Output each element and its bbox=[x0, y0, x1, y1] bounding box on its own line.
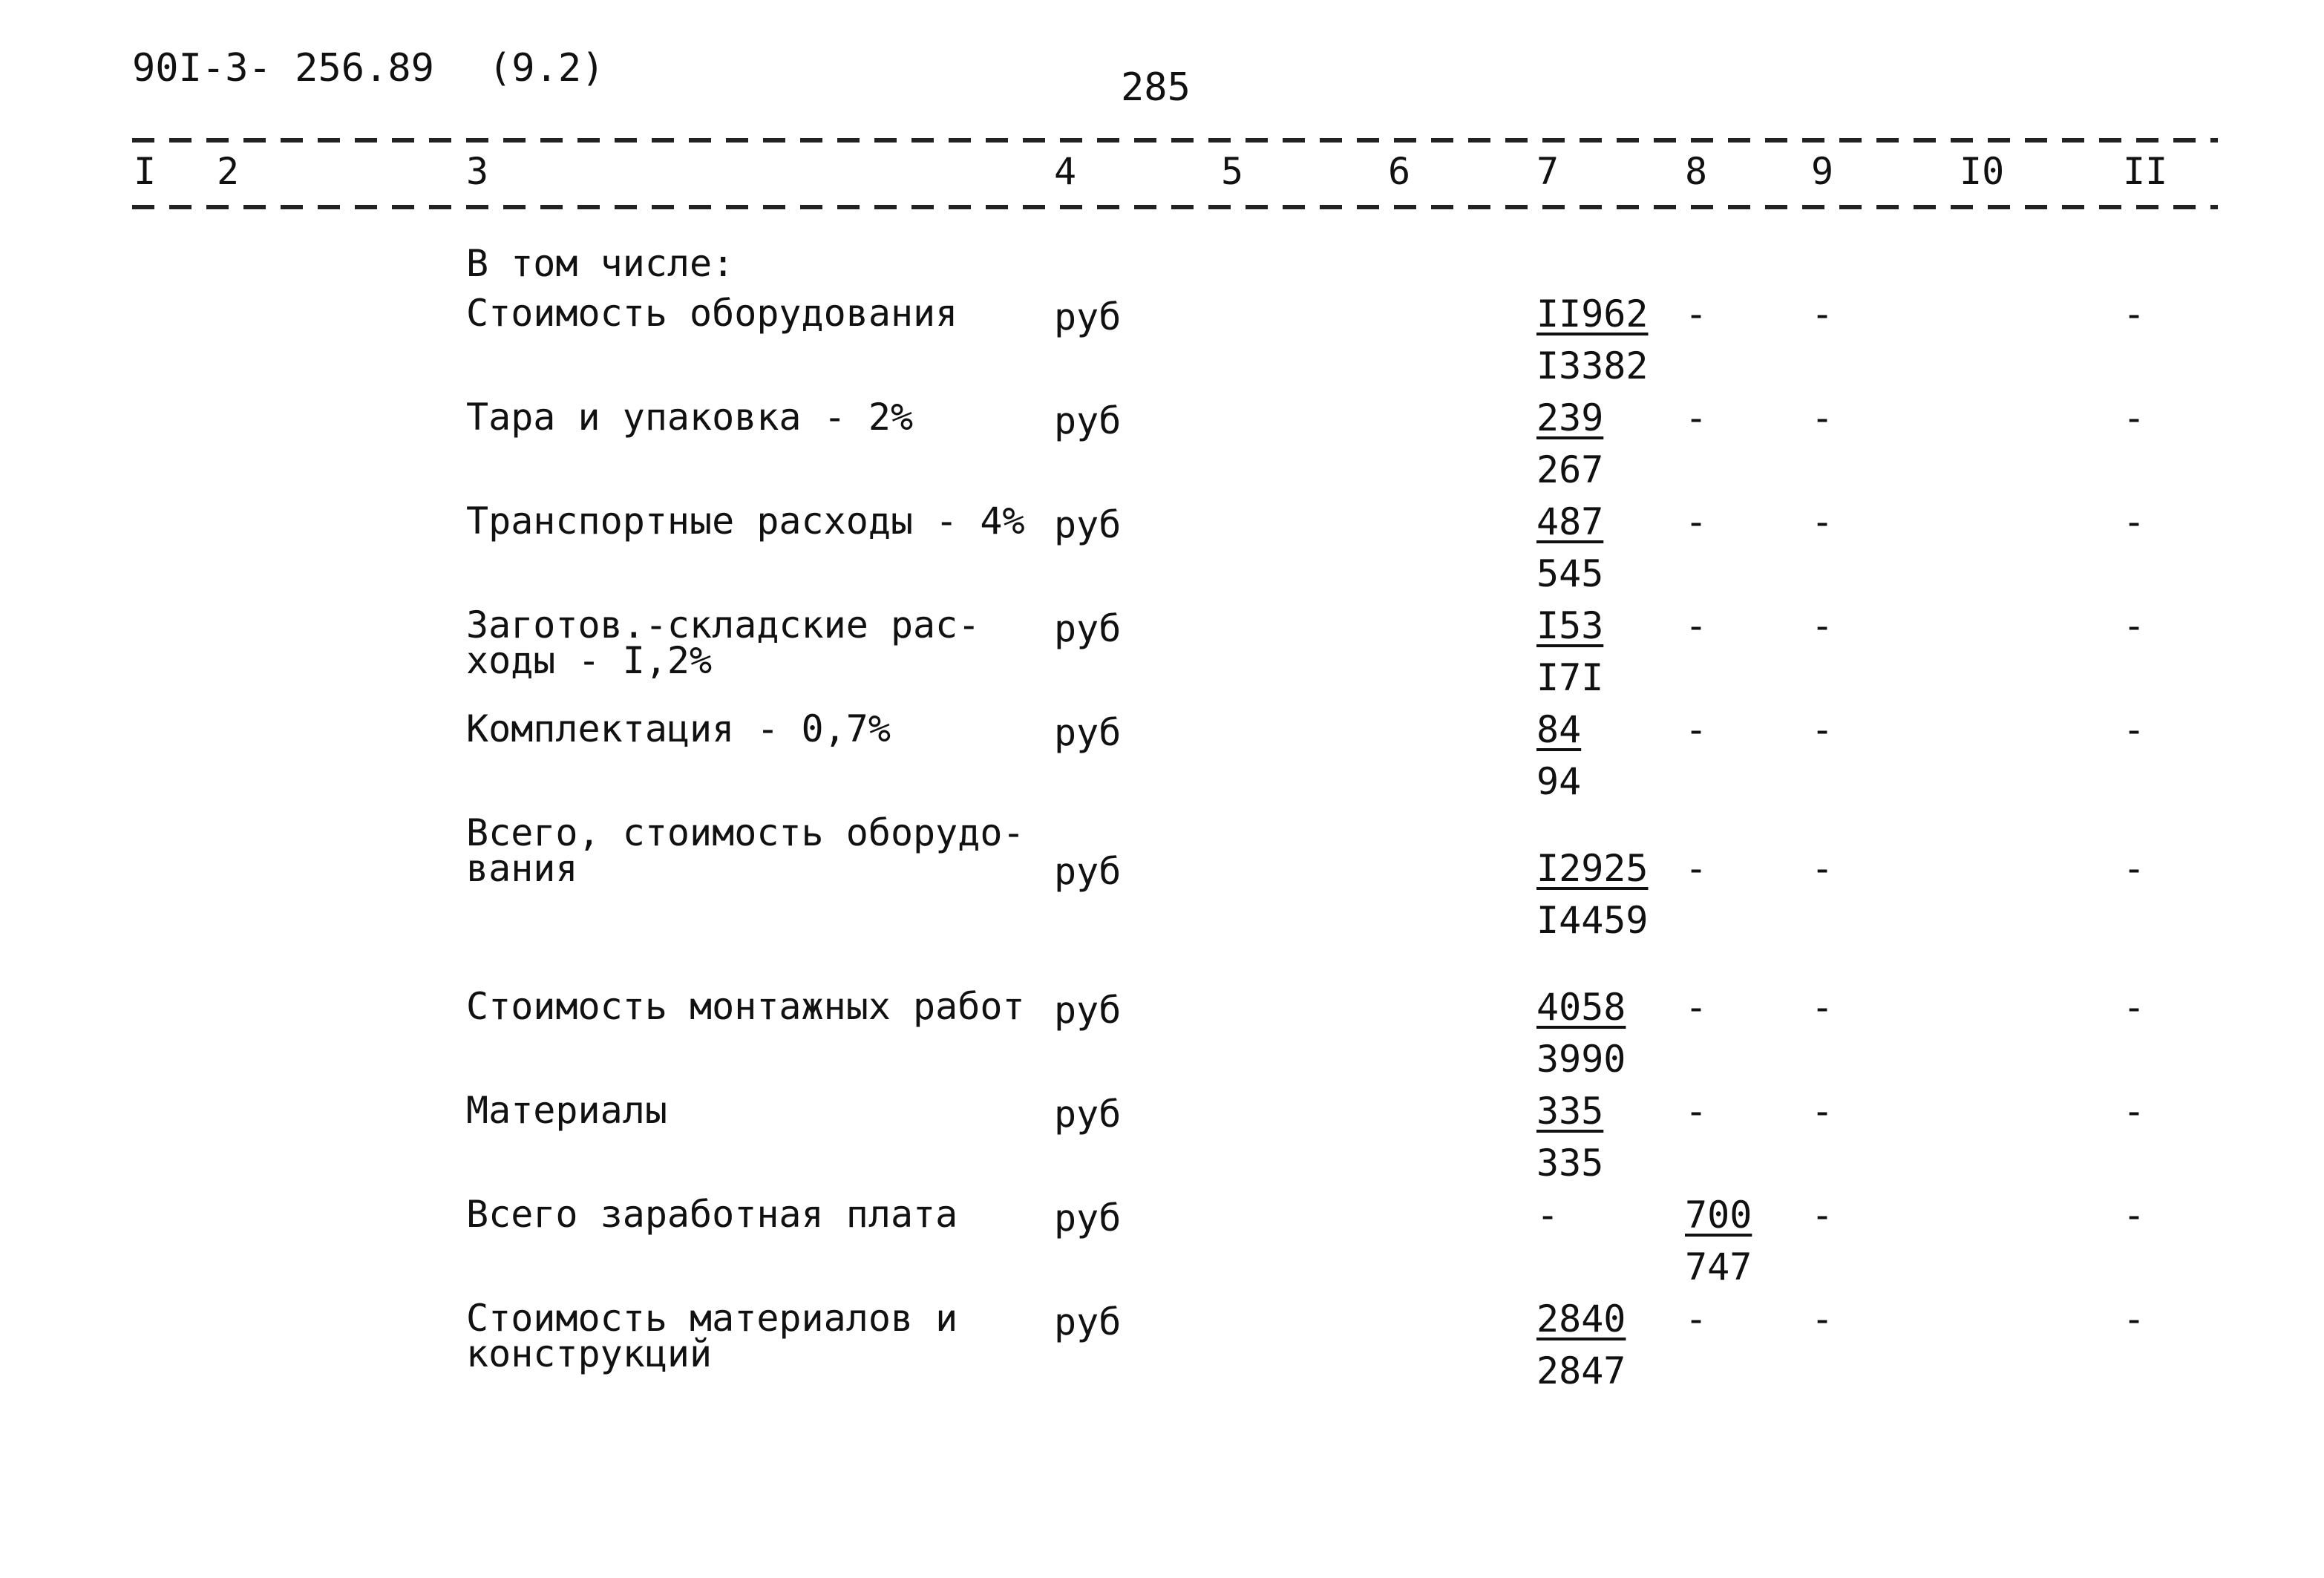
row-col11: - bbox=[2123, 604, 2146, 647]
row-description: Заготов.-складские рас- ходы - I,2% bbox=[466, 603, 981, 682]
row-description: Всего заработная плата bbox=[466, 1193, 958, 1236]
row-description: Стоимость оборудования bbox=[466, 292, 958, 335]
row-col9: - bbox=[1811, 604, 1834, 647]
row-unit: руб bbox=[1054, 1093, 1122, 1136]
row-description: Всего, стоимость оборудо- вания bbox=[466, 811, 1025, 890]
row-col8: - bbox=[1685, 1090, 1708, 1133]
row-col8: - bbox=[1685, 708, 1708, 751]
row-col9: - bbox=[1811, 1090, 1834, 1133]
row-value-bottom: 545 bbox=[1536, 552, 1604, 595]
row-value-top: 335 bbox=[1536, 1090, 1604, 1133]
row-col8: - bbox=[1685, 986, 1708, 1029]
column-header-5: 5 bbox=[1221, 150, 1244, 193]
row-col9: - bbox=[1811, 396, 1834, 439]
row-value-bottom: 2847 bbox=[1536, 1349, 1626, 1392]
row-col9: - bbox=[1811, 500, 1834, 543]
row-description: Материалы bbox=[466, 1089, 667, 1132]
row-col11: - bbox=[2123, 708, 2146, 751]
column-header-11: II bbox=[2123, 150, 2168, 193]
row-unit: руб bbox=[1054, 503, 1122, 546]
column-header-3: 3 bbox=[466, 150, 489, 193]
row-col11: - bbox=[2123, 292, 2146, 335]
row-value-bottom: 3990 bbox=[1536, 1038, 1626, 1081]
row-unit: руб bbox=[1054, 1196, 1122, 1240]
row-col9: - bbox=[1811, 1194, 1834, 1237]
column-header-8: 8 bbox=[1685, 150, 1708, 193]
row-unit: руб bbox=[1054, 850, 1122, 893]
row-value-top: 2840 bbox=[1536, 1297, 1626, 1340]
row-value-top: 487 bbox=[1536, 500, 1604, 543]
row-col8: - bbox=[1685, 292, 1708, 335]
row-col11: - bbox=[2123, 1297, 2146, 1340]
row-description: Транспортные расходы - 4% bbox=[466, 500, 1025, 543]
column-header-4: 4 bbox=[1054, 150, 1077, 193]
row-value-top: 700 bbox=[1685, 1194, 1752, 1237]
document-code: 90I-3- 256.89 bbox=[132, 46, 434, 91]
row-value-top: 4058 bbox=[1536, 986, 1626, 1029]
row-unit: руб bbox=[1054, 711, 1122, 754]
row-description: Комплектация - 0,7% bbox=[466, 707, 891, 750]
row-description: Стоимость монтажных работ bbox=[466, 985, 1025, 1028]
row-value-top: I2925 bbox=[1536, 847, 1649, 890]
row-col8: - bbox=[1685, 396, 1708, 439]
row-value-bottom: 747 bbox=[1685, 1245, 1752, 1289]
row-value-bottom: I4459 bbox=[1536, 899, 1649, 942]
row-col11: - bbox=[2123, 1194, 2146, 1237]
row-col9: - bbox=[1811, 847, 1834, 890]
row-value-top: I53 bbox=[1536, 604, 1604, 647]
header-bottom-rule bbox=[132, 205, 2218, 209]
row-unit: руб bbox=[1054, 1300, 1122, 1343]
column-header-10: I0 bbox=[1960, 150, 2005, 193]
row-col9: - bbox=[1811, 986, 1834, 1029]
row-col11: - bbox=[2123, 847, 2146, 890]
row-col11: - bbox=[2123, 986, 2146, 1029]
row-col7: - bbox=[1536, 1194, 1559, 1237]
row-value-bottom: 94 bbox=[1536, 760, 1582, 803]
row-value-top: 84 bbox=[1536, 708, 1582, 751]
row-col9: - bbox=[1811, 1297, 1834, 1340]
row-col8: - bbox=[1685, 1297, 1708, 1340]
column-header-9: 9 bbox=[1811, 150, 1834, 193]
row-col8: - bbox=[1685, 500, 1708, 543]
row-col9: - bbox=[1811, 292, 1834, 335]
page-number: 285 bbox=[1121, 65, 1191, 110]
column-header-1: I bbox=[134, 150, 157, 193]
row-col11: - bbox=[2123, 500, 2146, 543]
row-description: Стоимость материалов и конструкций bbox=[466, 1297, 958, 1375]
row-unit: руб bbox=[1054, 607, 1122, 650]
row-value-bottom: I7I bbox=[1536, 656, 1604, 699]
row-col11: - bbox=[2123, 1090, 2146, 1133]
row-value-bottom: 335 bbox=[1536, 1142, 1604, 1185]
column-header-7: 7 bbox=[1536, 150, 1559, 193]
row-value-bottom: I3382 bbox=[1536, 344, 1649, 387]
row-value-bottom: 267 bbox=[1536, 448, 1604, 491]
column-header-6: 6 bbox=[1388, 150, 1411, 193]
subheading: В том числе: bbox=[466, 242, 735, 285]
section-number: (9.2) bbox=[488, 46, 605, 91]
header-top-rule bbox=[132, 138, 2218, 143]
row-col11: - bbox=[2123, 396, 2146, 439]
row-unit: руб bbox=[1054, 989, 1122, 1032]
row-description: Тара и упаковка - 2% bbox=[466, 396, 914, 439]
column-header-2: 2 bbox=[217, 150, 240, 193]
row-col9: - bbox=[1811, 708, 1834, 751]
row-unit: руб bbox=[1054, 295, 1122, 338]
row-unit: руб bbox=[1054, 399, 1122, 442]
row-col8: - bbox=[1685, 847, 1708, 890]
row-col8: - bbox=[1685, 604, 1708, 647]
row-value-top: 239 bbox=[1536, 396, 1604, 439]
row-value-top: II962 bbox=[1536, 292, 1649, 335]
